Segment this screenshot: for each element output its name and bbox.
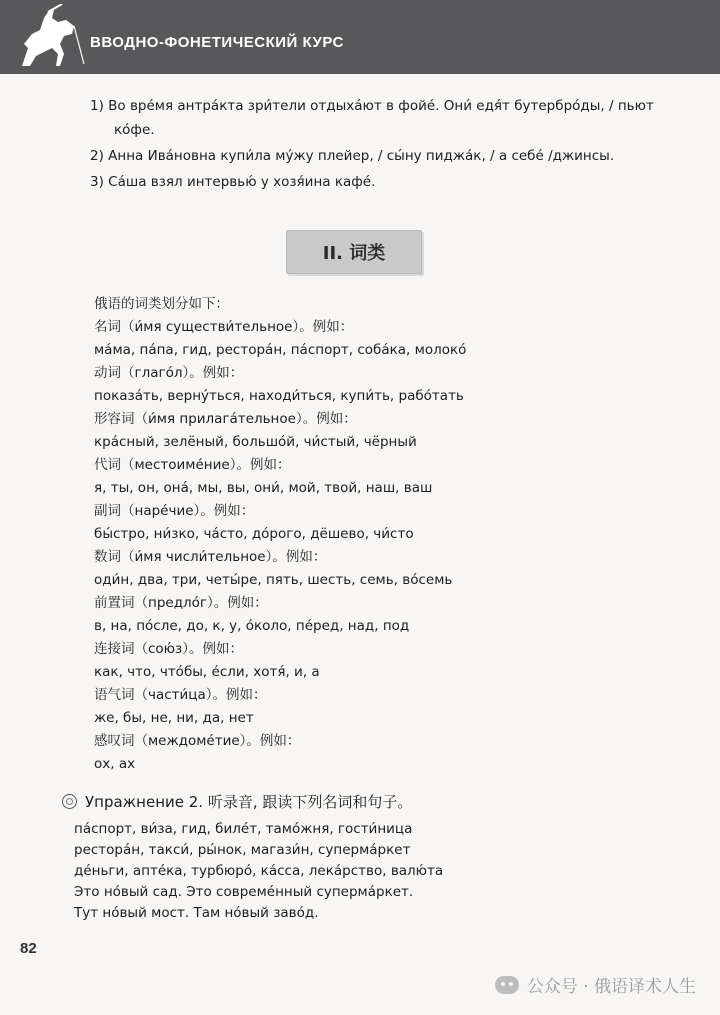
pos-heading-pronoun: 代词（местоиме́ние）。例如： (94, 457, 291, 473)
page-number: 82 (20, 940, 37, 957)
sentence-continuation: ко́фе. (114, 122, 155, 138)
pos-examples-conjunction: как, что, что́бы, е́сли, хотя́, и, а (94, 664, 320, 680)
parts-of-speech-list (94, 293, 654, 776)
pos-examples-numeral: оди́н, два, три, четы́ре, пять, шесть, семь, во́семь (94, 572, 453, 588)
exercise-lines (62, 819, 682, 924)
audio-disc-icon (62, 794, 77, 809)
page-header (0, 0, 720, 74)
watermark-text: 公众号 · 俄语译术人生 (526, 977, 696, 997)
exercise-title-row (62, 789, 682, 813)
pos-heading-verb: 动词（глаго́л）。例如： (94, 365, 244, 381)
wechat-icon (495, 976, 519, 994)
exercise-2 (62, 789, 682, 924)
pos-examples-verb: показа́ть, верну́ться, находи́ться, купи́ть, рабо́тать (94, 388, 464, 404)
sentence-text: 2) Анна Ива́новна купи́ла му́жу плейер, / сы́ну пиджа́к, / а себе́ /джинсы. (90, 148, 615, 164)
pos-heading-adjective: 形容词（и́мя прилага́тельное）。例如： (94, 411, 357, 427)
pos-examples-pronoun: я, ты, он, она́, мы, вы, они́, мой, твой, наш, ваш (94, 480, 433, 496)
pos-examples-preposition: в, на, по́сле, до, к, у, о́коло, пе́ред, над, под (94, 618, 410, 634)
pos-heading-numeral: 数词（и́мя числи́тельное）。例如： (94, 549, 327, 565)
pos-intro: 俄语的词类划分如下： (94, 296, 229, 312)
sentence-1 (90, 94, 670, 142)
pos-heading-particle: 语气词（части́ца）。例如： (94, 687, 267, 703)
sentence-3 (90, 170, 670, 194)
pos-heading-adverb: 副词（наре́чие）。例如： (94, 503, 255, 519)
exercise-line: де́ньги, апте́ка, турбюро́, ка́сса, лека́рство, валю́та (74, 863, 444, 879)
watermark (495, 972, 696, 997)
exercise-title: Упражнение 2. 听录音, 跟读下列名词和句子。 (85, 792, 413, 811)
example-sentences (90, 94, 670, 196)
pos-examples-adverb: бы́стро, ни́зко, ча́сто, до́рого, дёшево, чи́сто (94, 526, 414, 542)
sentence-text: 3) Са́ша взял интервью́ у хозя́ина кафе́. (90, 174, 376, 190)
sentence-text: 1) Во вре́мя антра́кта зри́тели отдыха́ют в фойе́. Они́ едя́т бутербро́ды, / пьют (90, 98, 654, 114)
pos-examples-adjective: кра́сный, зелёный, большо́й, чи́стый, чёрный (94, 434, 417, 450)
sentence-2 (90, 144, 670, 168)
pos-examples-noun: ма́ма, па́па, гид, рестора́н, па́спорт, соба́ка, молоко́ (94, 342, 467, 358)
section-title: II. 词类 (322, 243, 386, 264)
exercise-line: па́спорт, ви́за, гид, биле́т, тамо́жня, гости́ница (74, 821, 413, 837)
horse-rider-logo-icon (14, 4, 88, 70)
pos-heading-noun: 名词（и́мя существи́тельное）。例如： (94, 319, 354, 335)
pos-heading-conjunction: 连接词（сою́з）。例如： (94, 641, 243, 657)
exercise-line: рестора́н, такси́, ры́нок, магази́н, суперма́ркет (74, 842, 411, 858)
exercise-line: Тут но́вый мост. Там но́вый заво́д. (74, 905, 319, 921)
pos-examples-particle: же, бы, не, ни, да, нет (94, 710, 254, 726)
exercise-line: Это но́вый сад. Это совреме́нный суперма́ркет. (74, 884, 414, 900)
pos-heading-preposition: 前置词（предло́г）。例如： (94, 595, 268, 611)
pos-examples-interjection: ох, ах (94, 756, 136, 772)
header-title: ВВОДНО-ФОНЕТИЧЕСКИЙ КУРС (90, 34, 344, 51)
pos-heading-interjection: 感叹词（междоме́тие）。例如： (94, 733, 301, 749)
section-heading-box (286, 230, 422, 274)
